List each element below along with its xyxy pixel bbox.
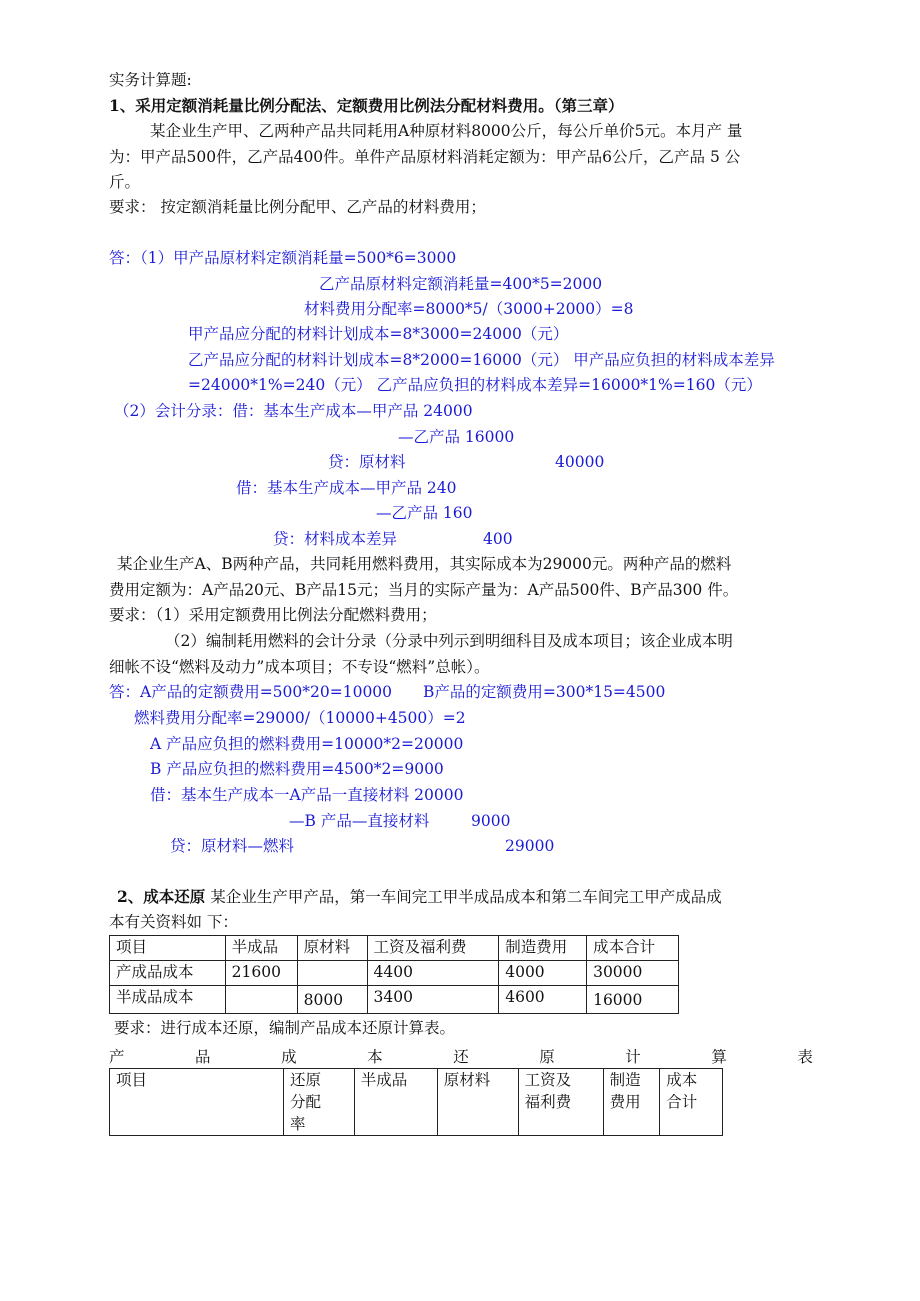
answer-1b-line-3: A 产品应负担的燃料费用=10000*2=20000 bbox=[150, 735, 464, 753]
question-1b-requirement-1: 要求：（1）采用定额费用比例法分配燃料费用； bbox=[109, 606, 437, 624]
question-1-requirement: 要求： 按定额消耗量比例分配甲、乙产品的材料费用； bbox=[109, 198, 486, 216]
table-cell bbox=[297, 961, 367, 986]
table-cell: 4000 bbox=[499, 961, 587, 986]
answer-1-journal-line-5: —乙产品 160 bbox=[376, 504, 473, 522]
question-2-text: 某企业生产甲产品，第一车间完工甲半成品成本和第二车间完工甲产成品成 bbox=[210, 888, 722, 906]
title-char: 成 bbox=[281, 1048, 297, 1066]
table-header-cell: 制造费用 bbox=[499, 936, 587, 961]
answer-1-journal-amount-6: 400 bbox=[483, 530, 513, 548]
answer-1-journal-amount-3: 40000 bbox=[555, 453, 605, 471]
question-2-line-1 bbox=[117, 887, 722, 907]
table-header-cell: 项目 bbox=[110, 1069, 284, 1136]
answer-1-journal-line-1: （2）会计分录：借：基本生产成本—甲产品 24000 bbox=[114, 402, 473, 420]
table-cell: 21600 bbox=[225, 961, 297, 986]
question-1b-requirement-3: 细帐不设“燃料及动力”成本项目；不专设“燃料”总帐）。 bbox=[109, 658, 490, 676]
question-2-title: 2、成本还原 bbox=[117, 887, 206, 906]
question-2-requirement: 要求：进行成本还原，编制产品成本还原计算表。 bbox=[114, 1019, 456, 1037]
title-char: 还 bbox=[453, 1048, 469, 1066]
table-header-cell: 制造费用 bbox=[603, 1069, 660, 1136]
table-header-cell: 半成品 bbox=[225, 936, 297, 961]
table-cell bbox=[225, 986, 297, 1014]
table-header-row bbox=[110, 936, 679, 961]
answer-1b-amount-6: 9000 bbox=[471, 812, 511, 830]
restoration-table-title bbox=[109, 1045, 813, 1067]
table-cell: 16000 bbox=[587, 986, 679, 1014]
table-cell: 8000 bbox=[297, 986, 367, 1014]
answer-1-line-2: 乙产品原材料定额消耗量=400*5=2000 bbox=[319, 275, 603, 293]
question-1b-requirement-2: （2）编制耗用燃料的会计分录（分录中列示到明细科目及成本项目；该企业成本明 bbox=[165, 632, 733, 650]
answer-1-line-1: 答：（1）甲产品原材料定额消耗量=500*6=3000 bbox=[109, 249, 457, 267]
answer-1-journal-line-4: 借：基本生产成本—甲产品 240 bbox=[236, 479, 457, 497]
table-header-cell: 工资及福利费 bbox=[367, 936, 499, 961]
table-header-cell: 成本合计 bbox=[587, 936, 679, 961]
answer-1-journal-line-6: 贷：材料成本差异 bbox=[273, 530, 398, 548]
restoration-table bbox=[109, 1068, 723, 1136]
title-char: 产 bbox=[109, 1048, 125, 1066]
answer-1b-amount-7: 29000 bbox=[505, 837, 555, 855]
question-1-title: 1、采用定额消耗量比例分配法、定额费用比例法分配材料费用。（第三章） bbox=[109, 96, 624, 115]
table-cell: 半成品成本 bbox=[110, 986, 226, 1014]
table-header-cell: 原材料 bbox=[297, 936, 367, 961]
cost-data-table bbox=[109, 935, 679, 1014]
table-header-cell: 原材料 bbox=[437, 1069, 518, 1136]
answer-1-journal-line-2: —乙产品 16000 bbox=[398, 428, 515, 446]
answer-1-line-3: 材料费用分配率=8000*5/（3000+2000）=8 bbox=[304, 300, 634, 318]
table-header-row bbox=[110, 1069, 723, 1136]
section-heading: 实务计算题: bbox=[109, 71, 192, 89]
table-header-cell: 半成品 bbox=[354, 1069, 437, 1136]
table-header-cell: 工资及福利费 bbox=[518, 1069, 603, 1136]
table-cell: 4400 bbox=[367, 961, 499, 986]
answer-1-line-5: 乙产品应分配的材料计划成本=8*2000=16000（元） 甲产品应负担的材料成本差异 bbox=[188, 351, 775, 369]
question-1-para-line-3: 斤。 bbox=[109, 173, 141, 191]
title-char: 品 bbox=[195, 1048, 211, 1066]
answer-1b-line-4: B 产品应负担的燃料费用=4500*2=9000 bbox=[150, 760, 444, 778]
question-1-para-line-1: 某企业生产甲、乙两种产品共同耗用A种原材料8000公斤，每公斤单价5元。本月产 量 bbox=[150, 122, 743, 140]
question-2-line-2: 本有关资料如 下： bbox=[109, 913, 238, 931]
table-header-cell: 项目 bbox=[110, 936, 226, 961]
table-cell: 4600 bbox=[499, 986, 587, 1014]
title-char: 本 bbox=[367, 1048, 383, 1066]
answer-1b-line-1b: B产品的定额费用=300*15=4500 bbox=[423, 683, 666, 701]
question-1b-para-line-2: 费用定额为：A产品20元、B产品15元；当月的实际产量为：A产品500件、B产品300 件。 bbox=[109, 581, 739, 599]
table-row bbox=[110, 961, 679, 986]
table-cell: 30000 bbox=[587, 961, 679, 986]
answer-1-line-6: =24000*1%=240（元） 乙产品应负担的材料成本差异=16000*1%=160（元） bbox=[188, 376, 762, 394]
table-cell: 产成品成本 bbox=[110, 961, 226, 986]
answer-1-journal-line-3: 贷：原材料 bbox=[328, 453, 406, 471]
question-1b-para-line-1: 某企业生产A、B两种产品，共同耗用燃料费用，其实际成本为29000元。两种产品的燃料 bbox=[117, 555, 732, 573]
answer-1-line-4: 甲产品应分配的材料计划成本=8*3000=24000（元） bbox=[188, 325, 569, 343]
answer-1b-line-2: 燃料费用分配率=29000/（10000+4500）=2 bbox=[134, 709, 466, 727]
answer-1b-line-5: 借：基本生产成本一A产品一直接材料 20000 bbox=[150, 786, 464, 804]
table-row bbox=[110, 986, 679, 1014]
answer-1b-line-6: —B 产品—直接材料 bbox=[289, 812, 430, 830]
answer-1b-line-1: 答：A产品的定额费用=500*20=10000 bbox=[109, 683, 393, 701]
title-char: 原 bbox=[539, 1048, 555, 1066]
title-char: 表 bbox=[797, 1048, 813, 1066]
table-header-cell: 成本合计 bbox=[660, 1069, 723, 1136]
answer-1b-line-7: 贷：原材料—燃料 bbox=[170, 837, 295, 855]
question-1-para-line-2: 为：甲产品500件，乙产品400件。单件产品原材料消耗定额为：甲产品6公斤，乙产品 5 公 bbox=[109, 148, 741, 166]
table-cell: 3400 bbox=[367, 986, 499, 1014]
title-char: 计 bbox=[625, 1048, 641, 1066]
title-char: 算 bbox=[711, 1048, 727, 1066]
table-header-cell: 还原分配率 bbox=[283, 1069, 354, 1136]
